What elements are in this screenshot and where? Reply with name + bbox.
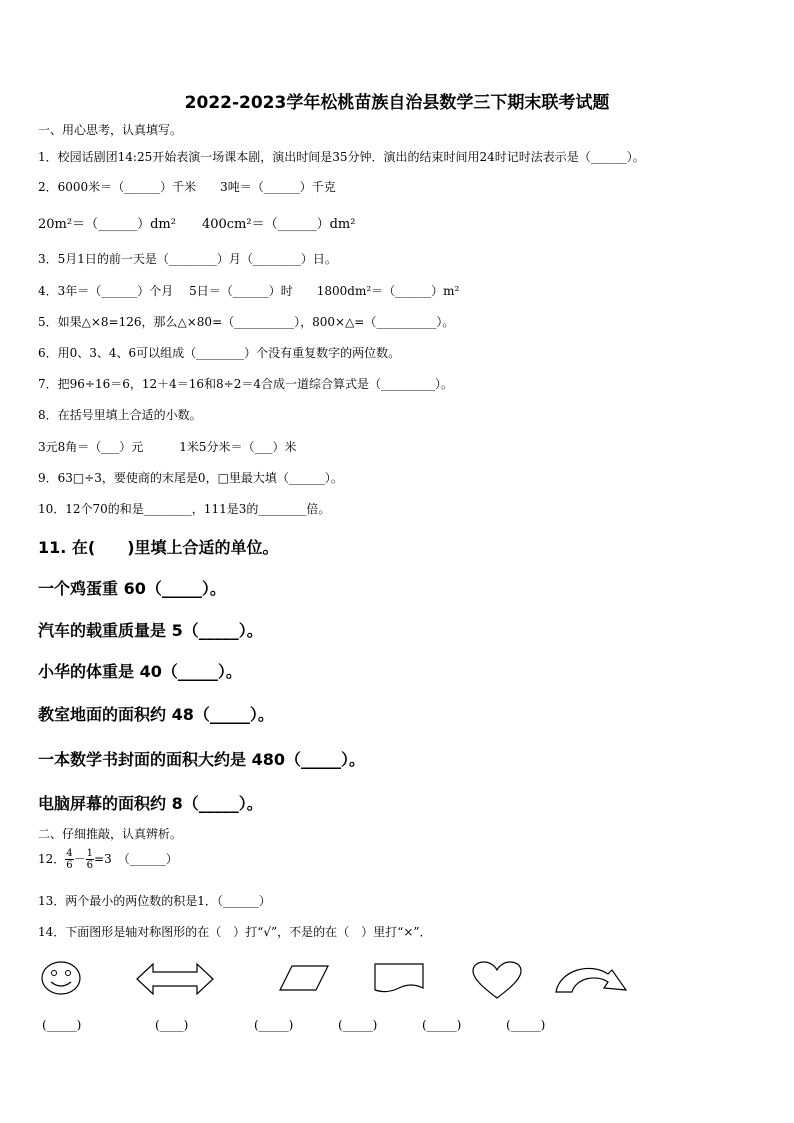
fraction (86, 848, 94, 871)
question-5: 5．如果△×8=126，那么△×80=（__________），800×△=（__________）。 (38, 315, 455, 329)
question-14: 14．下面图形是轴对称图形的在（ ）打“√”，不是的在（ ）里打“×”． (38, 925, 432, 939)
question-7: 7．把96÷16＝6，12＋4＝16和8÷2＝4合成一道综合算式是（_________）。 (38, 377, 453, 391)
page-title: 2022-2023学年松桃苗族自治县数学三下期末联考试题 (184, 93, 610, 113)
question-3: 3．5月1日的前一天是（________）月（________）日。 (38, 252, 337, 266)
question-2a: 2．6000米＝（______）千米 3吨＝（______）千克 (38, 180, 336, 194)
question-4: 4．3年＝（______）个月 5日＝（______）时 1800dm²＝（______）m² (38, 284, 460, 298)
answer-blank[interactable]: (_____) (338, 1018, 378, 1032)
question-11e: 一本数学书封面的面积大约是 480（_____）。 (38, 750, 365, 769)
fraction-numerator: 1 (86, 848, 94, 859)
question-11a: 一个鸡蛋重 60（_____）。 (38, 579, 226, 598)
q12-prefix: 12． (38, 852, 66, 866)
question-2b: 20m²＝（______）dm² 400cm²＝（______）dm² (38, 217, 356, 232)
question-13: 13．两个最小的两位数的积是1．（______） (38, 894, 271, 908)
answer-blank[interactable]: (_____) (254, 1018, 294, 1032)
smiley-face-icon (40, 960, 82, 996)
question-8b: 3元8角＝（___）元 1米5分米＝（___）米 (38, 440, 297, 454)
question-12 (38, 848, 178, 871)
answer-blank[interactable]: (_____) (506, 1018, 546, 1032)
answer-blank[interactable]: (____) (155, 1018, 189, 1032)
heart-icon (471, 960, 523, 1000)
fraction (65, 848, 73, 871)
double-arrow-icon (135, 962, 215, 996)
question-6: 6．用0、3、4、6可以组成（________）个没有重复数字的两位数。 (38, 346, 401, 360)
answer-blank[interactable]: (_____) (422, 1018, 462, 1032)
curved-arrow-icon (552, 958, 632, 998)
question-11f: 电脑屏幕的面积约 8（_____）。 (38, 794, 263, 813)
question-10: 10．12个70的和是________，111是3的________倍。 (38, 502, 331, 516)
question-1: 1．校园话剧团14:25开始表演一场课本剧，演出时间是35分钟．演出的结束时间用24时记时法表示是（______）。 (38, 150, 645, 164)
fraction-numerator: 4 (66, 848, 73, 859)
parallelogram-icon (278, 964, 330, 992)
section-heading-2: 二、仔细推敲，认真辨析。 (38, 827, 183, 841)
question-11c: 小华的体重是 40（_____）。 (38, 662, 242, 681)
flag-shape-icon (373, 962, 425, 994)
fraction-denominator: 6 (86, 860, 94, 871)
minus-sign: － (73, 852, 86, 866)
answer-blank[interactable]: (_____) (42, 1018, 82, 1032)
question-9: 9．63□÷3，要使商的末尾是0，□里最大填（______）。 (38, 471, 343, 485)
question-11d: 教室地面的面积约 48（_____）。 (38, 705, 274, 724)
q12-rest: =3 （______） (94, 852, 178, 866)
fraction-denominator: 6 (66, 860, 73, 871)
question-11: 11. 在( )里填上合适的单位。 (38, 538, 279, 557)
question-8: 8．在括号里填上合适的小数。 (38, 408, 202, 422)
section-heading: 一、用心思考，认真填写。 (38, 123, 183, 137)
question-11b: 汽车的载重质量是 5（_____）。 (38, 621, 263, 640)
